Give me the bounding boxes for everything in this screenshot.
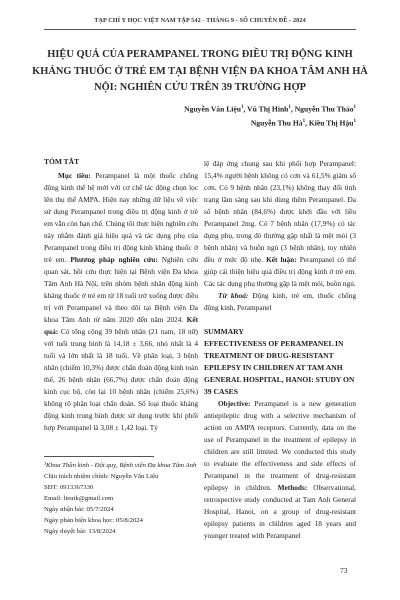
paper-title: HIỆU QUẢ CỦA PERAMPANEL TRONG ĐIỀU TRỊ ĐỘNG KINH KHÁNG THUỐC Ở TRẺ EM TẠI BỆNH VIỆN ĐA KHOA TÂM ANH HÀ NỘI: NGHIÊN CỨU TRÊN 39 TRƯỜNG HỢP — [32, 49, 368, 93]
affiliation-mark: 1 — [241, 105, 244, 110]
vi-conclusion-label: Kết luận: — [266, 255, 297, 264]
en-method-text: Observational, retrospective study conducted at Tam Anh General Hospital, Hanoi, on a group of drug-resistant epilepsy patients in children aged 18 years and younger treated with Perampanel — [204, 483, 356, 540]
header-rule — [44, 29, 356, 30]
vi-conclusion-text: Perampanel có thể giúp cải thiện hiệu quả điều trị động kinh ở trẻ em. Các tác dụng phụ thường gặp là mệt mỏi, buồn ngủ. — [204, 255, 357, 288]
footnote-received: Ngày nhận bài: 05/7/2024 — [44, 506, 114, 513]
footnote-affiliation: ¹Khoa Thần kinh - Đột quỵ, Bệnh viện Đa khoa Tâm Anh — [44, 462, 197, 469]
author-name: , Nguyễn Thu Thảo — [290, 104, 354, 114]
authors — [126, 102, 356, 129]
en-title: EFFECTIVENESS OF PERAMPANEL IN TREATMENT OF DRUG-RESISTANT EPILEPSY IN CHILDREN AT TAM ANH GENERAL HOSPITAL, HANOI: STUDY ON 39 CASES — [204, 339, 355, 396]
footnote-accepted: Ngày duyệt bài: 13/8/2024 — [44, 528, 116, 535]
vi-keywords-text: Động kinh, trẻ em, thuốc chống động kinh, Perampanel — [204, 291, 356, 312]
vi-result-continued: lệ đáp ứng chung sau khi phối hợp Perampanel: 15,4% người bệnh không có cơn và 61,5% giảm số cơn. Có 9 bệnh nhân (23,1%) không thay đổi tình trạng lâm sàng sau khi dùng thêm Perampanel. Đa số bệnh nhân (84,6%) được khởi đầu với liều Perampanel 2mg. Có 7 bệnh nhân (17,9%) có tác dụng phụ, trong đó thường gặp nhất là mệt mỏi (3 bệnh nhân) và buồn ngủ (3 bệnh nhân), tuy nhiên đều ở mức độ nhẹ. — [204, 159, 356, 264]
authors-line-2 — [126, 116, 356, 130]
author-name: Nguyễn Thu Hà — [250, 118, 303, 128]
author-name: , Vũ Thị Hinh — [243, 104, 289, 114]
authors-line-1 — [126, 102, 356, 116]
vi-result-text: Có tổng cộng 39 bệnh nhân (21 nam, 18 nữ) với tuổi trung bình là 14,18 ± 3,66, nhỏ nhất là 4 tuổi và lớn nhất là 18 tuổi. Về phân loại, 3 bệnh nhân (chiếm 10,3%) được chẩn đoán động kinh toàn thể, 26 bệnh nhân (66,7%) được chẩn đoán động kinh cục bộ, còn lại 10 bệnh nhân (chiếm 25,6%) không rõ phân loại chẩn đoán. Số loại thuốc kháng động kinh trung bình được sử dụng trước khi phối hợp Perampanel là 3,08 ± 1,42 loại. Tỷ — [44, 327, 198, 432]
vi-keywords — [204, 290, 356, 314]
page-number: 73 — [340, 566, 348, 575]
en-abstract-body — [204, 398, 356, 542]
footnote — [44, 460, 200, 537]
summary-en-heading: SUMMARY — [204, 327, 244, 336]
left-column — [44, 156, 198, 434]
summary-vi-heading: TÓM TẮT — [44, 157, 80, 166]
footnote-phone: SĐT: 0913367330 — [44, 484, 94, 491]
vi-objective-label: Mục tiêu: — [58, 171, 91, 180]
footnote-rule — [44, 456, 154, 457]
right-column — [204, 158, 356, 542]
en-method-label: Methods: — [277, 483, 308, 492]
author-name: , Kiều Thị Hậu — [305, 118, 354, 128]
affiliation-mark: 1 — [302, 118, 306, 124]
vi-abstract-body — [44, 170, 198, 434]
vi-result-label: Kết quả: — [44, 315, 199, 336]
vi-method-text: Nghiên cứu quan sát, hồi cứu thực hiện tại Bệnh viện Đa khoa Tâm Anh Hà Nội, trên nhóm bệnh nhân động kinh kháng thuốc ở trẻ em từ 18 tuổi trở xuống được điều trị với Perampanel và theo dõi tại Bệnh viện Đa khoa Tâm Anh từ năm 2020 đến năm 2024. — [44, 255, 198, 324]
footnote-reviewed: Ngày phản biện khoa học: 05/8/2024 — [44, 517, 143, 524]
affiliation-mark: 1 — [288, 105, 291, 110]
affiliation-mark: 1 — [353, 118, 356, 124]
en-objective-label: Objective: — [218, 399, 251, 408]
vi-abstract-continued — [204, 158, 356, 290]
journal-header: TẠP CHÍ Y HỌC VIỆT NAM TẬP 542 - THÁNG 9 - SỐ CHUYÊN ĐỀ - 2024 — [94, 17, 306, 24]
vi-method-label: Phương pháp nghiên cứu: — [70, 255, 158, 264]
affiliation-mark: 1 — [353, 105, 356, 110]
en-objective-text: Perampanel is a new generation antiepileptic drug with a selective mechanism of action on AMPA receptors. Currently, data on the use of Perampanel in the treatment of epilepsy in children are still limited. We conducted this study to evaluate the effectiveness and side effects of Perampanel in the treatment of drug-resistant epilepsy in children. — [204, 399, 356, 492]
footnote-email: Email: lieutk@gmail.com — [44, 495, 114, 502]
vi-keywords-label: Từ khoá: — [218, 291, 249, 300]
vi-objective-text: Perampanel là một thuốc chống động kinh thế hệ mới với cơ chế tác động chọn lọc lên thụ thể AMPA. Hiện nay những dữ liệu về việc sử dụng Perampanel trong điều trị động kinh ở trẻ em vẫn còn hạn chế. Chúng tôi thực hiện nghiên cứu này nhằm đánh giá hiệu quả và tác dụng phụ của Perampanel trong điều trị động kinh kháng thuốc ở trẻ em. — [44, 171, 199, 264]
footnote-corresponding: Chịu trách nhiệm chính: Nguyễn Văn Liệu — [44, 473, 159, 480]
author-name: Nguyễn Văn Liệu — [184, 104, 241, 114]
